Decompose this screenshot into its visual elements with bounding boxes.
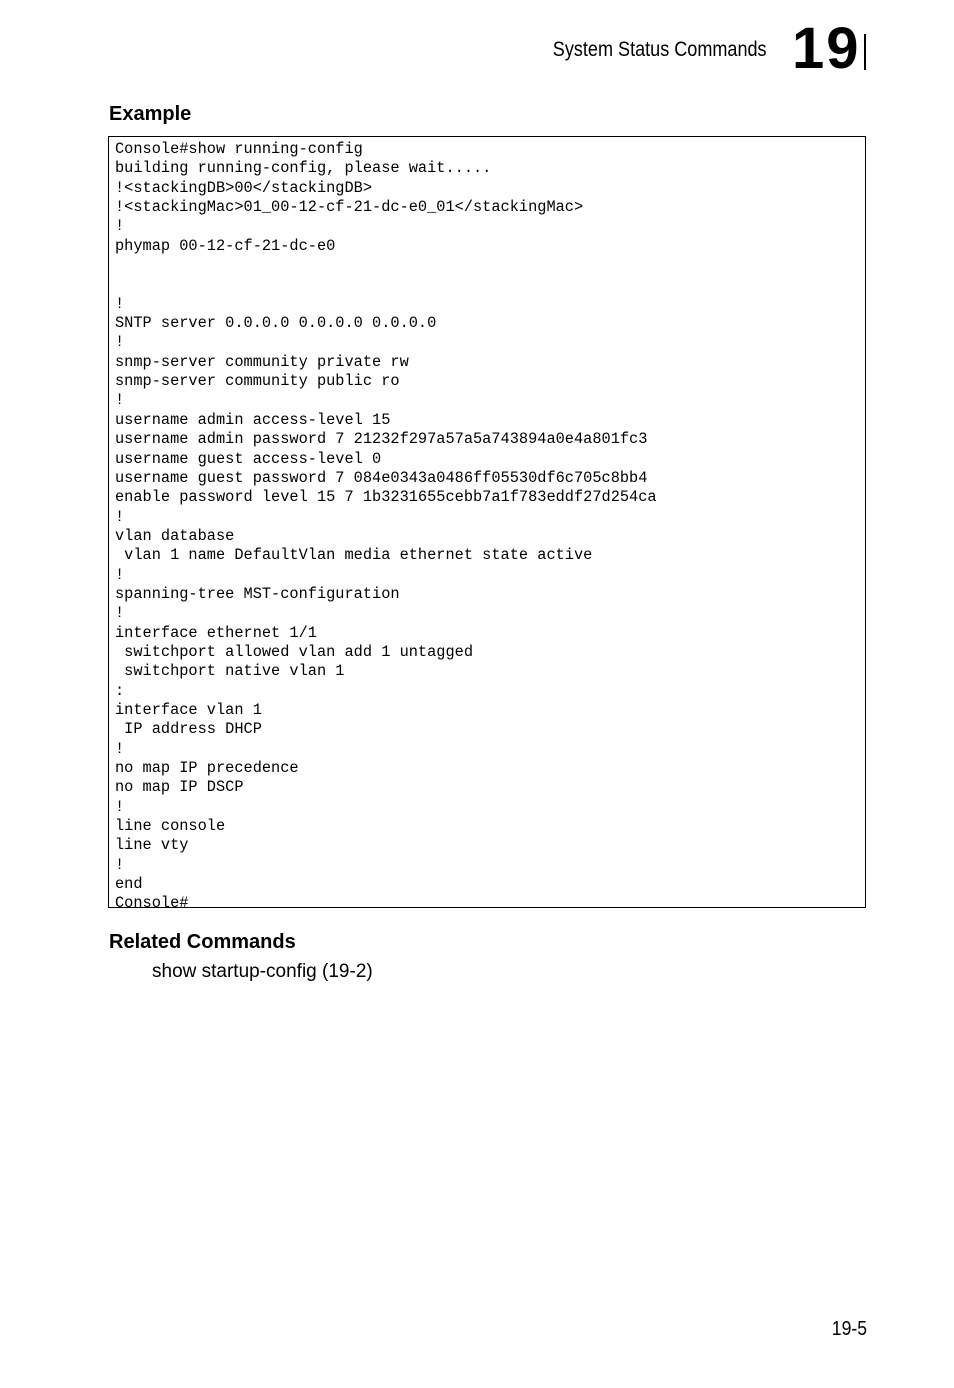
related-commands-heading: Related Commands (109, 931, 296, 953)
code-line: ! (115, 217, 125, 236)
example-heading: Example (109, 103, 192, 125)
code-line: username guest access-level 0 (115, 449, 382, 468)
code-line: interface vlan 1 (115, 700, 262, 719)
code-line: ! (115, 333, 125, 352)
code-line: vlan database (115, 526, 235, 545)
code-line: interface ethernet 1/1 (115, 623, 317, 642)
code-example-box (108, 136, 866, 913)
code-line: snmp-server community public ro (115, 372, 400, 391)
code-line: switchport native vlan 1 (115, 662, 345, 681)
code-line: !<stackingMac>01_00-12-cf-21-dc-e0_01</stackingMac> (115, 198, 584, 217)
code-line: ! (115, 797, 125, 816)
code-line: IP address DHCP (115, 720, 262, 739)
code-line: ! (115, 294, 125, 313)
related-command-link: show startup-config (19-2) (152, 961, 373, 982)
chapter-title: System Status Commands (553, 38, 767, 61)
code-line: ! (115, 739, 125, 758)
code-line: no map IP DSCP (115, 778, 244, 797)
code-line: username guest password 7 084e0343a0486ff05530df6c705c8bb4 (115, 468, 648, 487)
code-line: building running-config, please wait..... (115, 159, 492, 178)
code-line: Console#show running-config (115, 140, 363, 158)
code-line: enable password level 15 7 1b3231655cebb7a1f783eddf27d254ca (115, 488, 657, 507)
code-line: line vty (115, 836, 189, 855)
code-line (115, 275, 865, 294)
code-line: end (115, 875, 143, 894)
code-line: ! (115, 565, 125, 584)
page-number: 19-5 (831, 1318, 867, 1340)
code-line (115, 256, 865, 275)
code-line: switchport allowed vlan add 1 untagged (115, 642, 474, 661)
code-line: username admin password 7 21232f297a57a5a743894a0e4a801fc3 (115, 430, 648, 449)
code-line: phymap 00-12-cf-21-dc-e0 (115, 236, 336, 255)
code-line: !<stackingDB>00</stackingDB> (115, 178, 373, 197)
code-line: vlan 1 name DefaultVlan media ethernet state active (115, 546, 593, 565)
code-line: ! (115, 391, 125, 410)
code-line: ! (115, 604, 125, 623)
code-line: no map IP precedence (115, 759, 299, 777)
chapter-rule (864, 34, 866, 70)
code-line: ! (115, 855, 125, 874)
code-line: line console (115, 817, 226, 836)
code-line: : (115, 681, 125, 700)
chapter-number: 19 (792, 16, 861, 81)
code-line: spanning-tree MST-configuration (115, 584, 400, 603)
code-line: snmp-server community private rw (115, 352, 409, 371)
code-line: ! (115, 507, 125, 526)
code-line: Console# (115, 894, 189, 913)
code-line: username admin access-level 15 (115, 410, 391, 429)
code-line: SNTP server 0.0.0.0 0.0.0.0 0.0.0.0 (115, 314, 437, 333)
